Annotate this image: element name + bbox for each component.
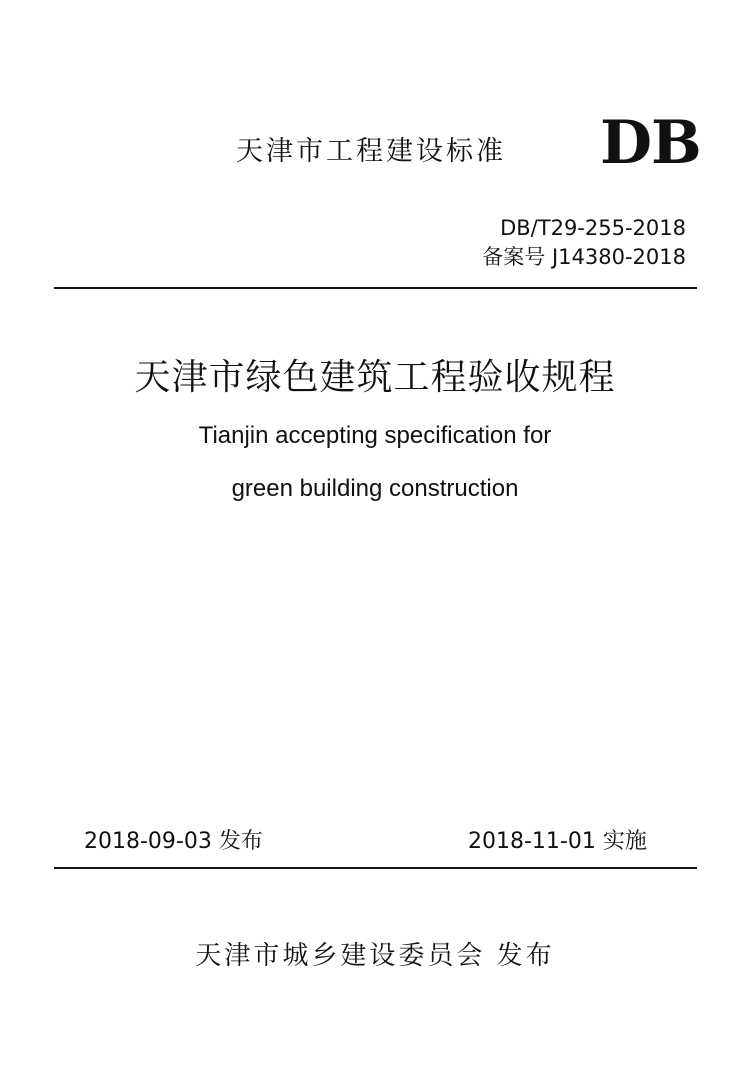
bottom-divider	[54, 867, 697, 869]
record-number: 备案号 J14380-2018	[482, 245, 686, 269]
document-title-english-line2: green building construction	[231, 475, 519, 502]
top-divider	[54, 287, 697, 289]
db-mark: DB	[600, 108, 701, 178]
issue-date: 2018-09-03 发布	[84, 829, 263, 854]
standard-number: DB/T29-255-2018	[500, 216, 686, 240]
document-title-chinese: 天津市绿色建筑工程验收规程	[134, 357, 616, 398]
document-title-english-line1: Tianjin accepting specification for	[198, 422, 552, 449]
publisher: 天津市城乡建设委员会 发布	[195, 941, 555, 971]
implementation-date: 2018-11-01 实施	[468, 829, 647, 854]
series-title: 天津市工程建设标准	[236, 136, 506, 167]
